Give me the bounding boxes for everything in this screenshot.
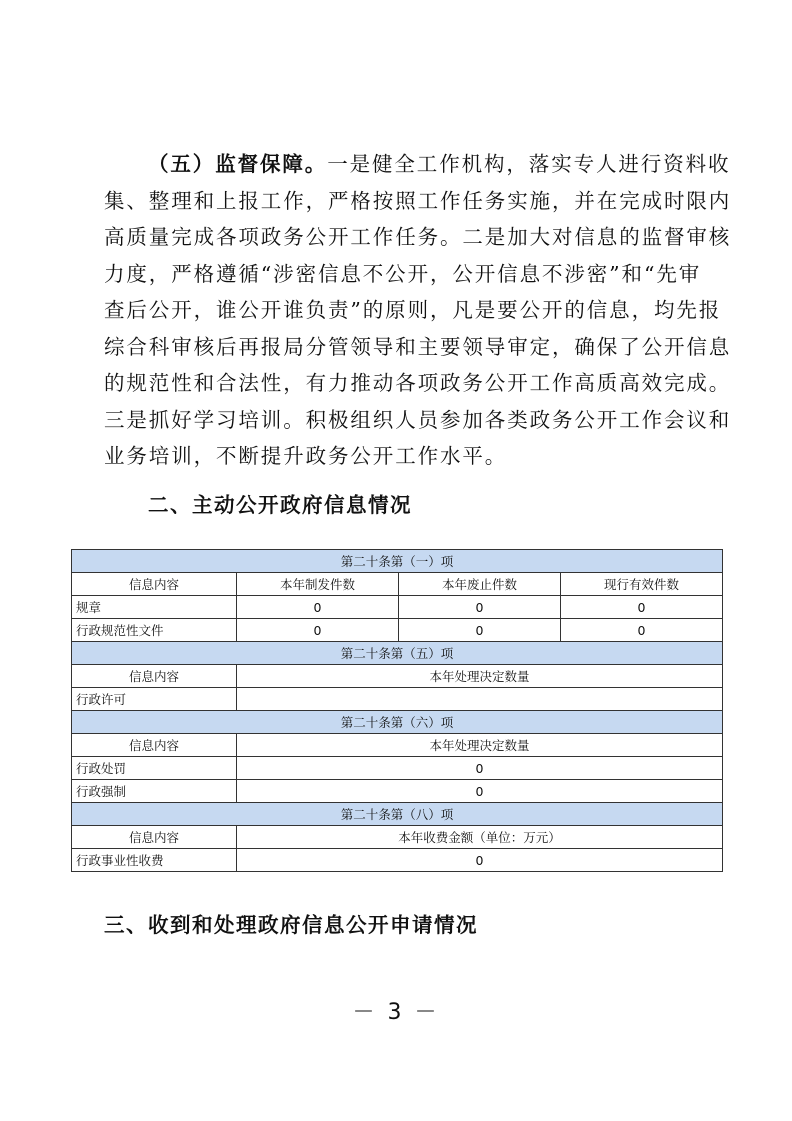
body-paragraph [104,146,732,475]
header-row [72,826,723,849]
table-cell: 0 [561,619,723,642]
header-row [72,665,723,688]
row-label: 规章 [72,596,237,619]
section-header-row [72,711,723,734]
row-label: 行政处罚 [72,757,237,780]
section-title-1: 第二十条第（一）项 [72,550,723,573]
column-header: 本年制发件数 [237,573,399,596]
paragraph-line-8: 三是抓好学习培训。积极组织人员参加各类政务公开工作会议和 [104,407,732,432]
table-row [72,780,723,803]
section-3-heading: 三、收到和处理政府信息公开申请情况 [104,913,478,937]
table-cell: 0 [399,596,561,619]
table-cell: 0 [561,596,723,619]
section-2-heading: 二、主动公开政府信息情况 [148,493,412,517]
table-cell: 0 [237,849,723,872]
table-row [72,849,723,872]
table-cell: 0 [237,596,399,619]
column-header: 信息内容 [72,734,237,757]
section-header-row [72,642,723,665]
paragraph-line-4: 力度，严格遵循“涉密信息不公开，公开信息不涉密”和“先审 [104,261,702,286]
paragraph-line-9: 业务培训，不断提升政务公开工作水平。 [104,444,508,468]
row-label: 行政许可 [72,688,237,711]
table-row [72,619,723,642]
table-cell [237,688,723,711]
column-header: 信息内容 [72,665,237,688]
column-header: 本年收费金额（单位：万元） [237,826,723,849]
paragraph-line-7: 的规范性和合法性，有力推动各项政务公开工作高质高效完成。 [104,371,732,395]
paragraph-line-5: 查后公开，谁公开谁负责”的原则，凡是要公开的信息，均先报 [104,298,722,322]
paragraph-line-3: 高质量完成各项政务公开工作任务。二是加大对信息的监督审核 [104,225,732,249]
paragraph-line-2: 集、整理和上报工作，严格按照工作任务实施，并在完成时限内 [104,188,732,213]
section-title-2: 第二十条第（五）项 [72,642,723,665]
column-header: 信息内容 [72,573,237,596]
disclosure-table [71,549,723,872]
table-row [72,688,723,711]
row-label: 行政事业性收费 [72,849,237,872]
header-row [72,734,723,757]
paragraph-line-6: 综合科审核后再报局分管领导和主要领导审定，确保了公开信息 [104,334,732,359]
page-number: － 3 － [352,1000,440,1025]
row-label: 行政强制 [72,780,237,803]
paragraph-line-1: （五）监督保障。一是健全工作机构，落实专人进行资料收 [148,152,731,176]
section-title-4: 第二十条第（八）项 [72,803,723,826]
header-row [72,573,723,596]
table-cell: 0 [237,619,399,642]
table-cell: 0 [237,780,723,803]
column-header: 信息内容 [72,826,237,849]
column-header: 本年处理决定数量 [237,734,723,757]
table-cell: 0 [237,757,723,780]
paragraph-lead: （五）监督保障。 [148,152,328,176]
table-row [72,596,723,619]
row-label: 行政规范性文件 [72,619,237,642]
section-title-3: 第二十条第（六）项 [72,711,723,734]
table-row [72,757,723,780]
column-header: 本年处理决定数量 [237,665,723,688]
column-header: 本年废止件数 [399,573,561,596]
section-header-row [72,550,723,573]
table-cell: 0 [399,619,561,642]
column-header: 现行有效件数 [561,573,723,596]
section-header-row [72,803,723,826]
